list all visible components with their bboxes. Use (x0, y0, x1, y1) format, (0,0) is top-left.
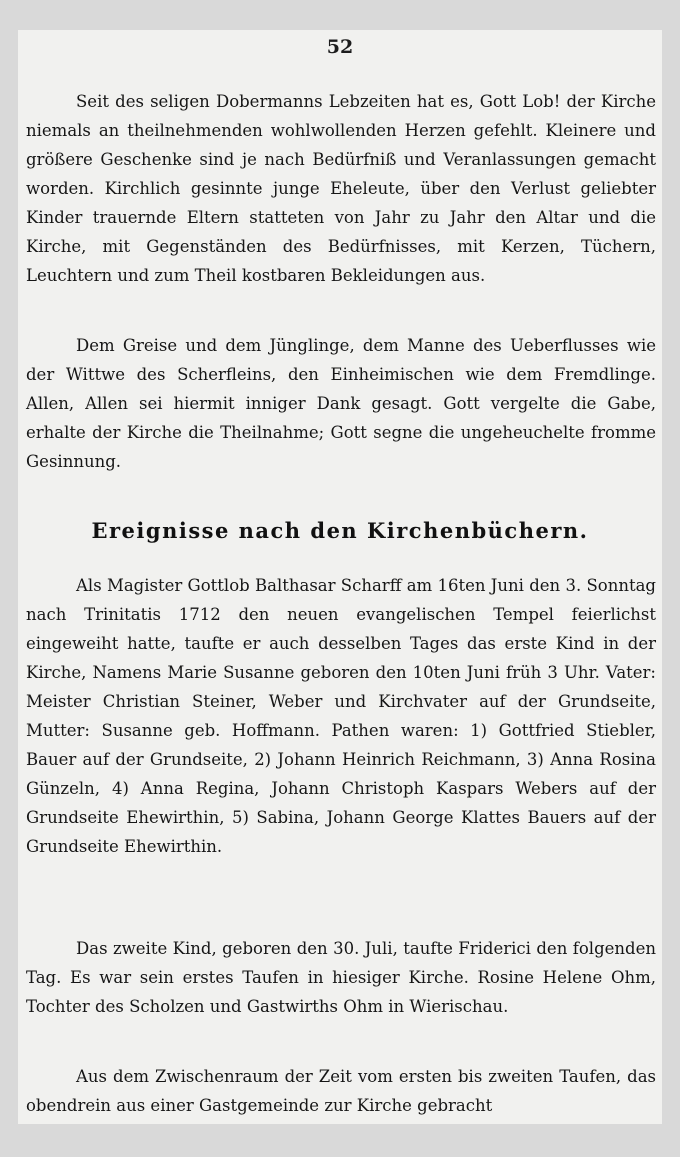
section-heading: Ereignisse nach den Kirchenbüchern. (91, 518, 589, 543)
book-page (18, 30, 662, 1124)
paragraph-donations: Seit des seligen Dobermanns Lebzeiten hat es, Gott Lob! der Kirche niemals an theilnehmenden wohlwollenden Herzen gefehlt. Kleinere und größere Geschenke sind je nach Bedürfniß und Veranlassungen gemacht worden. Kirchlich gesinnte junge Eheleute, über den Verlust geliebter Kinder trauernde Eltern statteten von Jahr zu Jahr den Altar und die Kirche, mit Gegenständen des Bedürfnisses, mit Kerzen, Tüchern, Leuchtern und zum Theil kostbaren Bekleidungen aus. (26, 92, 656, 285)
page-number: 52 (326, 36, 354, 58)
paragraph-thanks: Dem Greise und dem Jünglinge, dem Manne des Ueberflusses wie der Wittwe des Scherfleins, den Einheimischen wie dem Fremdlinge. Allen, Allen sei hiermit inniger Dank gesagt. Gott vergelte die Gabe, erhalte der Kirche die Theilnahme; Gott segne die ungeheuchelte fromme Gesinnung. (26, 336, 656, 471)
paragraph-first-baptism: Als Magister Gottlob Balthasar Scharff am 16ten Juni den 3. Sonntag nach Trinitatis 1712 den neuen evangelischen Tempel feierlichst eingeweiht hatte, taufte er auch desselben Tages das erste Kind in der Kirche, Namens Marie Susanne geboren den 10ten Juni früh 3 Uhr. Vater: Meister Christian Steiner, Weber und Kirchvater auf der Grundseite, Mutter: Susanne geb. Hoffmann. Pathen waren: 1) Gottfried Stiebler, Bauer auf der Grundseite, 2) Johann Heinrich Reichmann, 3) Anna Rosina Günzeln, 4) Anna Regina, Johann Christoph Kaspars Webers auf der Grundseite Ehewirthin, 5) Sabina, Johann George Klattes Bauers auf der Grundseite Ehewirthin. (26, 576, 656, 856)
paragraph-second-child: Das zweite Kind, geboren den 30. Juli, taufte Friderici den folgenden Tag. Es war sein erstes Taufen in hiesiger Kirche. Rosine Helene Ohm, Tochter des Scholzen und Gastwirths Ohm in Wierischau. (26, 939, 656, 1016)
paragraph-interval: Aus dem Zwischenraum der Zeit vom ersten bis zweiten Taufen, das obendrein aus einer Gastgemeinde zur Kirche gebracht (26, 1067, 656, 1115)
